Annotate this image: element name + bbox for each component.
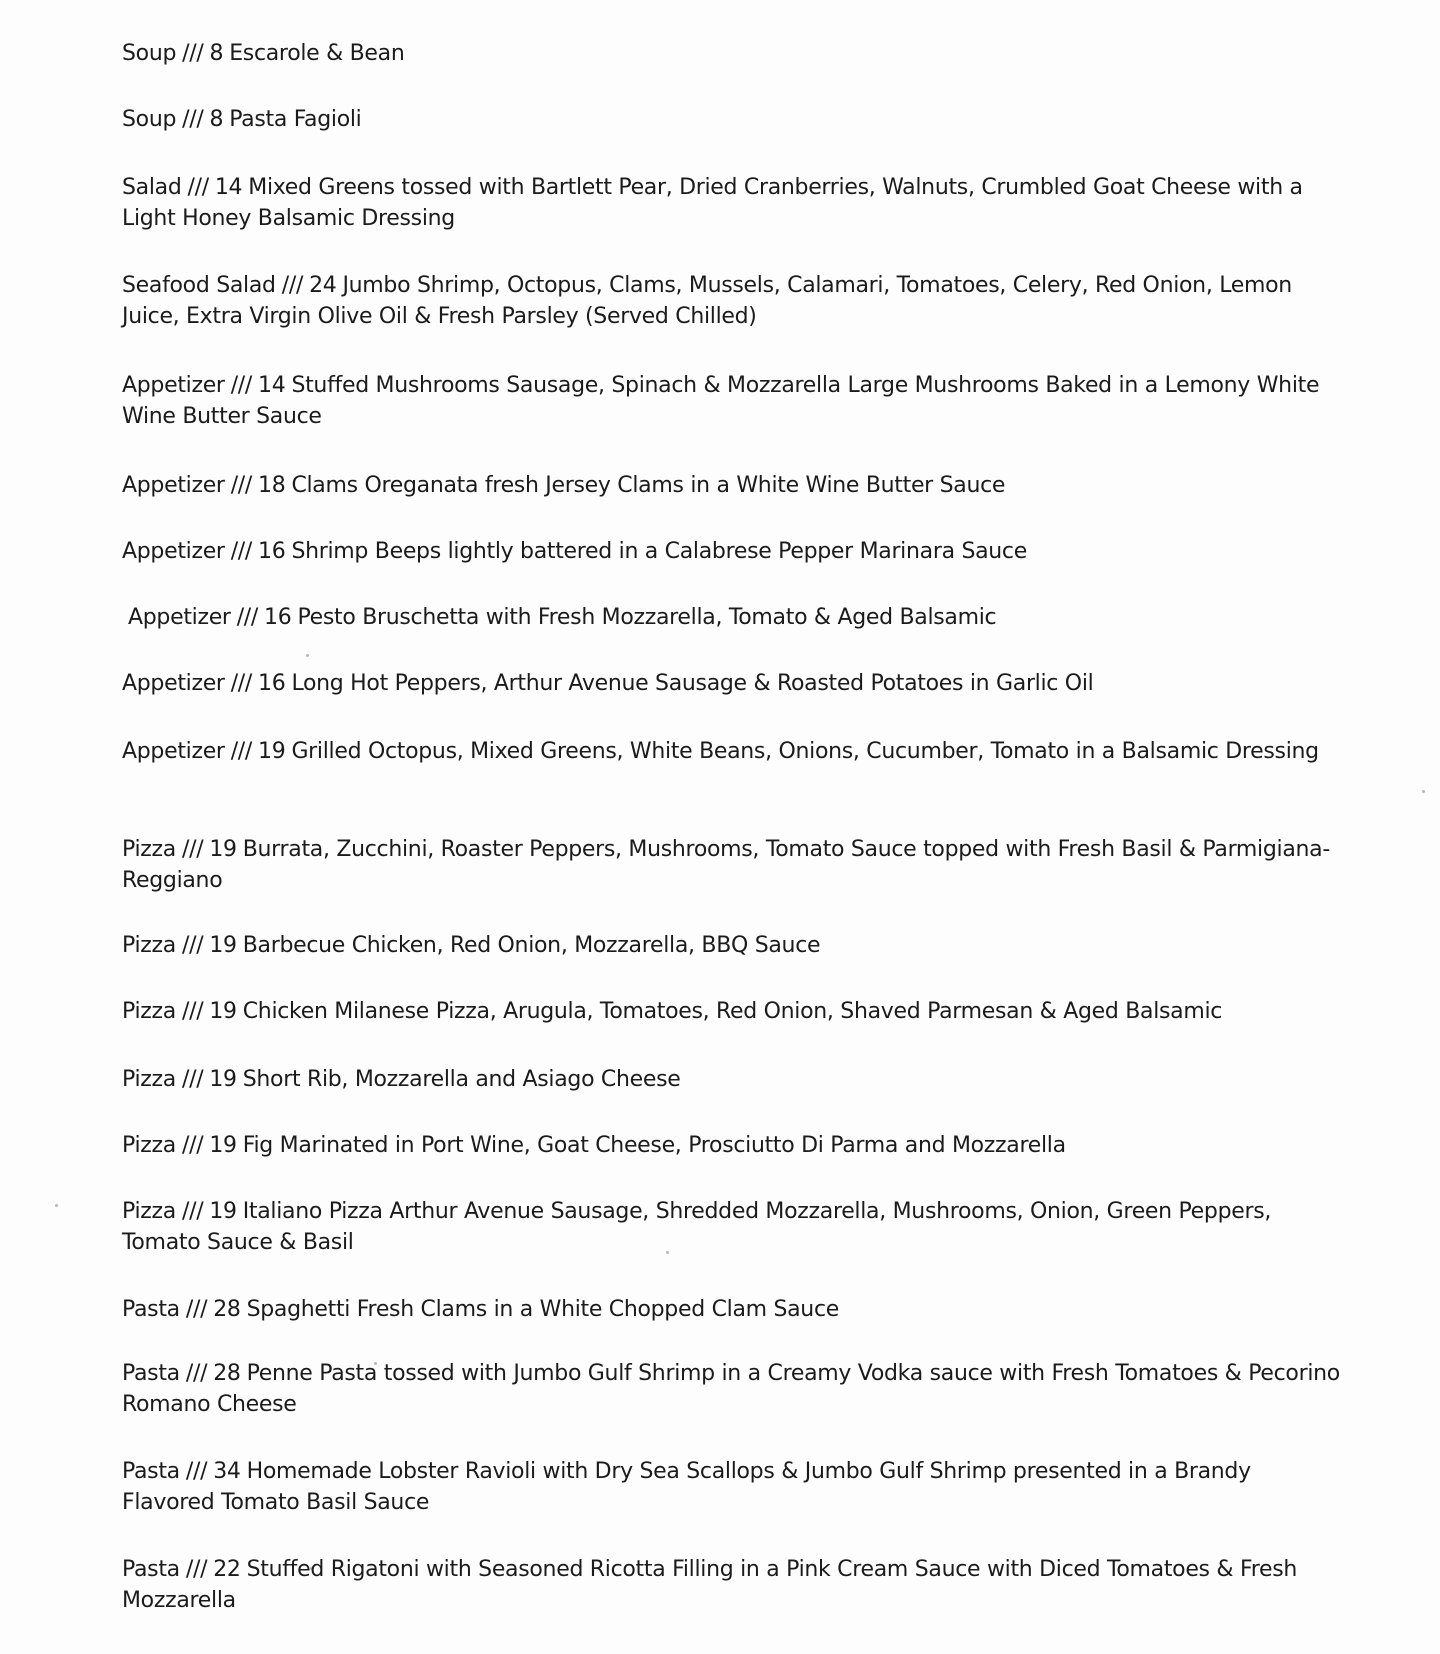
- menu-item-description: Burrata, Zucchini, Roaster Peppers, Mushrooms, Tomato Sauce topped with Fresh Basil & Parmigiana-Reggiano: [122, 837, 1330, 893]
- menu-item-separator: ///: [181, 1067, 204, 1092]
- menu-item-description: Shrimp Beeps lightly battered in a Calabrese Pepper Marinara Sauce: [291, 539, 1027, 564]
- menu-item-price: 19: [209, 1133, 237, 1158]
- menu-item: [122, 834, 1342, 896]
- menu-item-category: Pizza: [122, 837, 176, 862]
- menu-item-price: 24: [309, 273, 337, 298]
- menu-item-description: Barbecue Chicken, Red Onion, Mozzarella, BBQ Sauce: [242, 933, 821, 958]
- menu-item-price: 16: [264, 605, 292, 630]
- menu-item-category: Pasta: [122, 1361, 180, 1386]
- menu-item-category: Appetizer: [122, 539, 225, 564]
- menu-item: [122, 270, 1342, 332]
- menu-item-category: Soup: [122, 41, 177, 66]
- menu-item-description: Pasta Fagioli: [229, 107, 362, 132]
- menu-item-category: Pizza: [122, 999, 176, 1024]
- menu-item-price: 19: [209, 999, 237, 1024]
- menu-item-separator: ///: [182, 41, 204, 66]
- menu-item-description: Mixed Greens tossed with Bartlett Pear, Dried Cranberries, Walnuts, Crumbled Goat Cheese with a Light Honey Balsamic Dressing: [122, 175, 1303, 231]
- menu-item: [122, 470, 1342, 501]
- menu-item: [128, 602, 1348, 633]
- menu-item-category: Pasta: [122, 1557, 180, 1582]
- menu-item-category: Appetizer: [122, 373, 225, 398]
- menu-item-description: Fig Marinated in Port Wine, Goat Cheese, Prosciutto Di Parma and Mozzarella: [242, 1133, 1066, 1158]
- menu-item-category: Pasta: [122, 1459, 180, 1484]
- menu-item-separator: ///: [185, 1361, 208, 1386]
- menu-item-separator: ///: [281, 273, 304, 298]
- menu-item-price: 16: [258, 539, 286, 564]
- menu-item-price: 16: [258, 671, 286, 696]
- menu-item: [122, 370, 1342, 432]
- menu-item: [122, 1358, 1342, 1420]
- menu-item-separator: ///: [181, 999, 204, 1024]
- menu-item-separator: ///: [185, 1297, 208, 1322]
- menu-item-separator: ///: [236, 605, 259, 630]
- menu-item-description: Penne Pasta tossed with Jumbo Gulf Shrimp in a Creamy Vodka sauce with Fresh Tomatoes & Pecorino Romano Cheese: [122, 1361, 1340, 1417]
- menu-item-category: Pasta: [122, 1297, 180, 1322]
- menu-item: [122, 668, 1342, 699]
- menu-item-category: Pizza: [122, 933, 176, 958]
- menu-item-price: 19: [209, 837, 237, 862]
- menu-item-category: Appetizer: [122, 473, 225, 498]
- menu-item-description: Pesto Bruschetta with Fresh Mozzarella, Tomato & Aged Balsamic: [297, 605, 997, 630]
- menu-item-price: 18: [258, 473, 286, 498]
- menu-item: [122, 104, 1342, 135]
- menu-item-separator: ///: [185, 1557, 208, 1582]
- menu-item-price: 19: [209, 933, 237, 958]
- menu-item-separator: ///: [230, 373, 253, 398]
- menu-item-category: Pizza: [122, 1133, 176, 1158]
- menu-item-separator: ///: [181, 1133, 204, 1158]
- menu-item-price: 34: [213, 1459, 241, 1484]
- menu-item: [122, 1456, 1342, 1518]
- menu-item-separator: ///: [230, 739, 253, 764]
- menu-item: [122, 1064, 1342, 1095]
- menu-item-description: Stuffed Mushrooms Sausage, Spinach & Mozzarella Large Mushrooms Baked in a Lemony White Wine Butter Sauce: [122, 373, 1320, 429]
- menu-item-price: 14: [258, 373, 286, 398]
- menu-item: [122, 536, 1342, 567]
- menu-item: [122, 1554, 1342, 1616]
- menu-item-price: 22: [213, 1557, 241, 1582]
- menu-item-separator: ///: [181, 1199, 204, 1224]
- menu-item: [122, 172, 1342, 234]
- menu-item-separator: ///: [187, 175, 209, 200]
- menu-item-category: Pizza: [122, 1067, 176, 1092]
- menu-item-separator: ///: [230, 671, 253, 696]
- menu-item-description: Jumbo Shrimp, Octopus, Clams, Mussels, Calamari, Tomatoes, Celery, Red Onion, Lemon Juice, Extra Virgin Olive Oil & Fresh Parsley (Served Chilled): [122, 273, 1292, 329]
- menu-item-category: Appetizer: [122, 671, 225, 696]
- menu-item-separator: ///: [230, 539, 253, 564]
- menu-item-description: Italiano Pizza Arthur Avenue Sausage, Shredded Mozzarella, Mushrooms, Onion, Green Peppers, Tomato Sauce & Basil: [122, 1199, 1272, 1255]
- menu-item-category: Appetizer: [122, 739, 225, 764]
- menu-item-price: 19: [209, 1067, 237, 1092]
- menu-item-separator: ///: [181, 837, 204, 862]
- menu-item-description: Clams Oreganata fresh Jersey Clams in a White Wine Butter Sauce: [291, 473, 1006, 498]
- menu-item: [122, 930, 1342, 961]
- menu-item: [122, 736, 1342, 767]
- menu-item: [122, 1196, 1342, 1258]
- menu-item: [122, 1130, 1342, 1161]
- menu-item-description: Chicken Milanese Pizza, Arugula, Tomatoes, Red Onion, Shaved Parmesan & Aged Balsamic: [242, 999, 1223, 1024]
- menu-item-description: Long Hot Peppers, Arthur Avenue Sausage & Roasted Potatoes in Garlic Oil: [291, 671, 1094, 696]
- menu-item-separator: ///: [230, 473, 253, 498]
- menu-item-price: 8: [209, 41, 224, 66]
- menu-item-category: Seafood Salad: [122, 273, 276, 298]
- menu-item-separator: ///: [185, 1459, 208, 1484]
- menu-item-category: Appetizer: [128, 605, 231, 630]
- menu-item: [122, 996, 1342, 1027]
- menu-item-description: Grilled Octopus, Mixed Greens, White Beans, Onions, Cucumber, Tomato in a Balsamic Dressing: [291, 739, 1319, 764]
- menu-item-description: Homemade Lobster Ravioli with Dry Sea Scallops & Jumbo Gulf Shrimp presented in a Brandy Flavored Tomato Basil Sauce: [122, 1459, 1251, 1515]
- menu-item-price: 28: [213, 1297, 241, 1322]
- menu-item-price: 19: [258, 739, 286, 764]
- menu-item-description: Escarole & Bean: [229, 41, 405, 66]
- menu-item-category: Salad: [122, 175, 182, 200]
- menu-item-price: 14: [214, 175, 243, 200]
- menu-item: [122, 38, 1342, 69]
- menu-item-description: Short Rib, Mozzarella and Asiago Cheese: [242, 1067, 681, 1092]
- menu-item-price: 19: [209, 1199, 237, 1224]
- menu-item-category: Soup: [122, 107, 177, 132]
- menu-item-price: 8: [209, 107, 224, 132]
- menu-item: [122, 1294, 1342, 1325]
- menu-item-description: Spaghetti Fresh Clams in a White Chopped Clam Sauce: [246, 1297, 839, 1322]
- menu-item-category: Pizza: [122, 1199, 176, 1224]
- menu-item-description: Stuffed Rigatoni with Seasoned Ricotta Filling in a Pink Cream Sauce with Diced Tomatoes & Fresh Mozzarella: [122, 1557, 1298, 1613]
- menu-item-separator: ///: [181, 933, 204, 958]
- menu-item-separator: ///: [182, 107, 204, 132]
- menu-item-price: 28: [213, 1361, 241, 1386]
